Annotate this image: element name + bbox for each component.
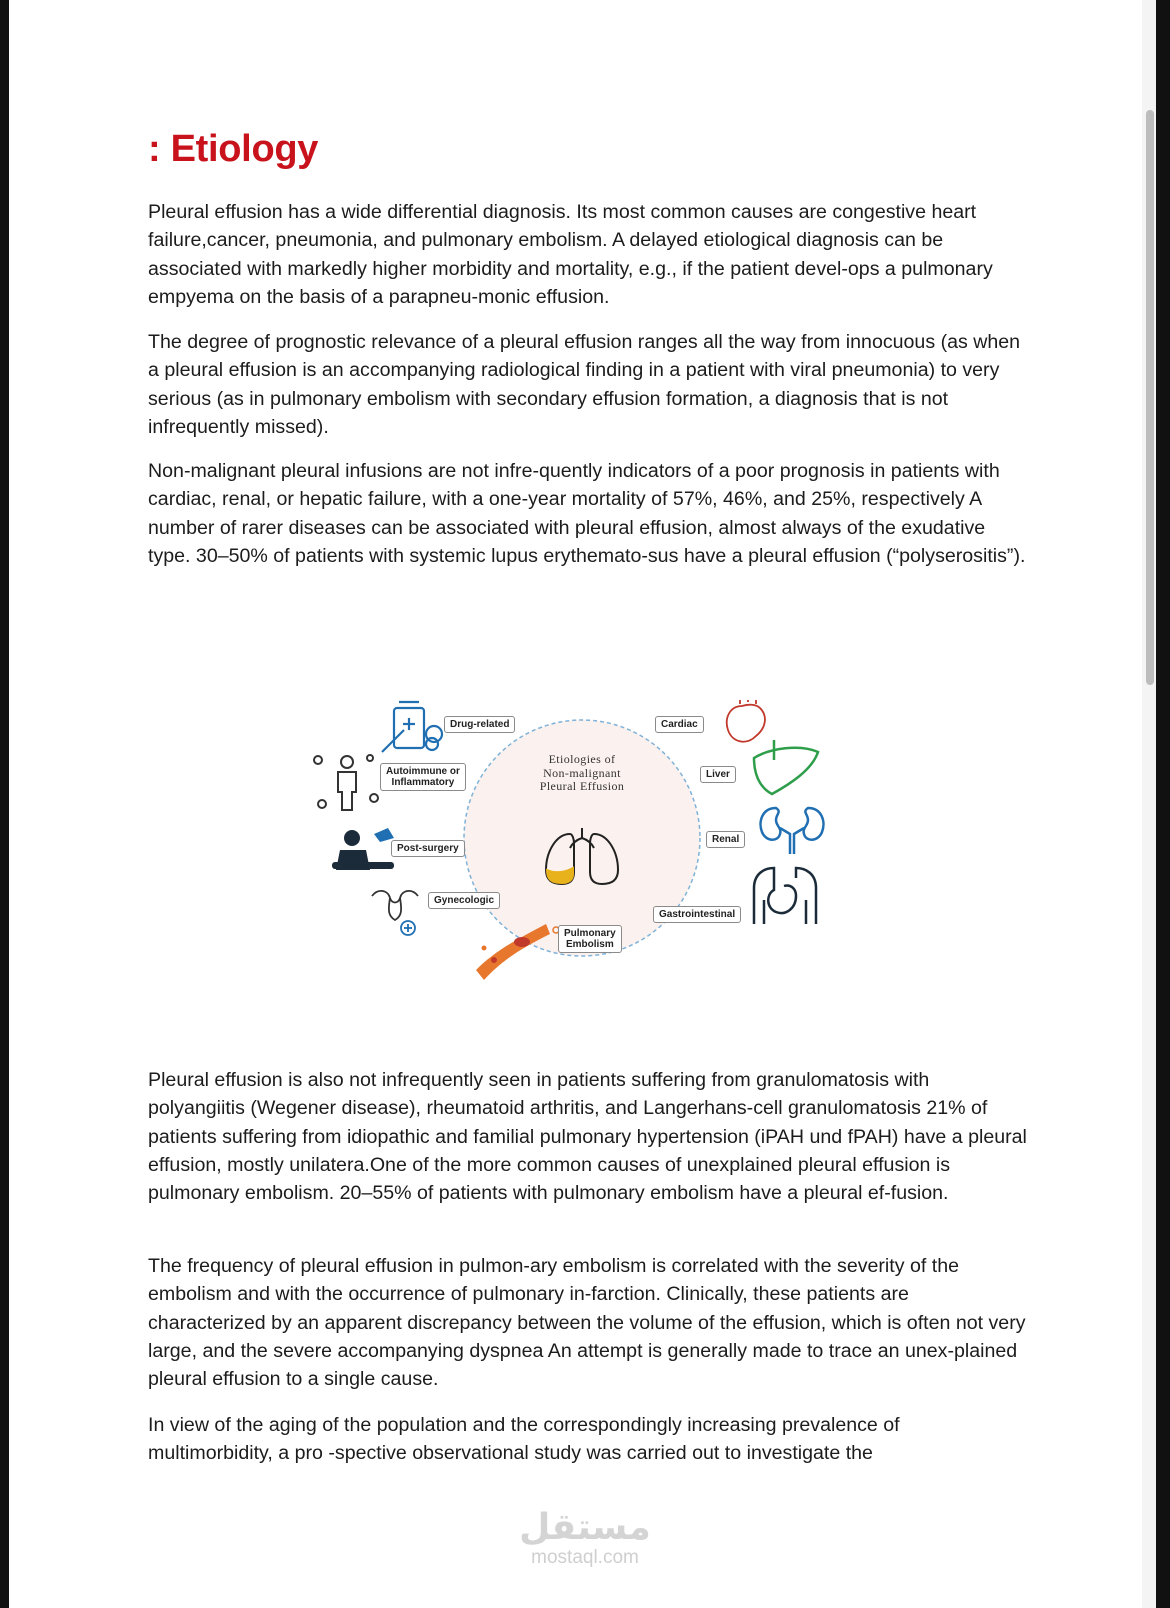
liver-icon [754,740,818,794]
label-cardiac: Cardiac [655,716,704,733]
label-pulmonary-line1: Pulmonary [564,928,616,939]
label-autoimmune [380,763,466,791]
center-title-line2: Non-malignant [543,765,621,780]
label-pulmonary-line2: Embolism [565,939,614,950]
paragraph-2: The degree of prognostic relevance of a pleural effusion ranges all the way from innocuous (as when a pleural effusion is an accompanying radiological finding in a patient with viral pneumonia) to very serious (as in pulmonary embolism with secondary effusion formation, a diagnosis that is not infrequently missed). [148,331,1021,438]
syringe-icon [382,702,442,752]
uterus-icon [372,891,418,935]
stomach-icon [754,868,816,924]
diagram-center-title [522,753,642,794]
label-post-surgery: Post-surgery [391,840,465,857]
label-gynecologic: Gynecologic [428,892,500,909]
section-heading: : Etiology [148,128,319,170]
paragraph-5: The frequency of pleural effusion in pulmon-ary embolism is correlated with the severity of the embolism and with the occurrence of pulmonary in-farction. Clinically, these patients are characterized by an apparent discrepancy between the volume of the effusion, which is often not very large, and the severe accompanying dyspnea An attempt is generally made to trace an unex-plained pleural effusion to a single cause. [148,1255,1026,1391]
kidneys-icon [761,808,824,854]
label-autoimmune-line1: Autoimmune or [386,766,460,777]
left-screen-edge [0,0,9,1608]
paragraph-3: Non-malignant pleural infusions are not infre-quently indicators of a poor prognosis in patients with cardiac, renal, or hepatic failure, with a one-year mortality of 57%, 46%, and 25%, respectively A number of rarer diseases can be associated with pleural effusion, almost always of the exudative type. 30–50% of patients with systemic lupus erythemato-sus have a pleural effusion (“polyserositis”). [148,460,1026,567]
paragraph-6: In view of the aging of the population and the correspondingly increasing prevalence of multimorbidity, a pro -spective observational study was carried out to investigate the [148,1414,900,1465]
watermark-arabic: مستقل [519,1507,651,1548]
watermark [0,1508,1170,1568]
label-gastrointestinal: Gastrointestinal [653,906,741,923]
center-title-line3: Pleural Effusion [539,779,625,793]
watermark-latin: mostaql.com [531,1547,639,1568]
label-autoimmune-line2: Inflammatory [391,777,455,788]
label-drug-related: Drug-related [444,716,515,733]
paragraph-4: Pleural effusion is also not infrequently seen in patients suffering from granulomatosis with polyangiitis (Wegener disease), rheumatoid arthritis, and Langerhans-cell granulomatosis 21% of patients suffering from idiopathic and familial pulmonary hypertension (iPAH und fPAH) have a pleural effusion, mostly unilatera.One of the more common causes of unexplained pleural effusion is pulmonary embolism. 20–55% of patients with pulmonary embolism have a pleural ef-fusion. [148,1069,1027,1205]
center-title-line1: Etiologies of [548,752,616,766]
surgery-icon [332,828,394,870]
heart-icon [727,700,765,742]
paragraph-1: Pleural effusion has a wide differential diagnosis. Its most common causes are congestive heart failure,cancer, pneumonia, and pulmonary embolism. A delayed etiological diagnosis can be associated with markedly higher morbidity and mortality, e.g., if the patient devel-ops a pulmonary empyema on the basis of a parapneu-monic effusion. [148,201,993,308]
scrollbar-thumb[interactable] [1146,110,1154,685]
label-liver: Liver [700,766,736,783]
label-renal: Renal [706,831,745,848]
label-pulmonary-embolism [558,925,622,953]
immune-figure-icon [314,755,378,810]
etiology-diagram [310,700,860,1000]
right-screen-edge [1156,0,1170,1608]
